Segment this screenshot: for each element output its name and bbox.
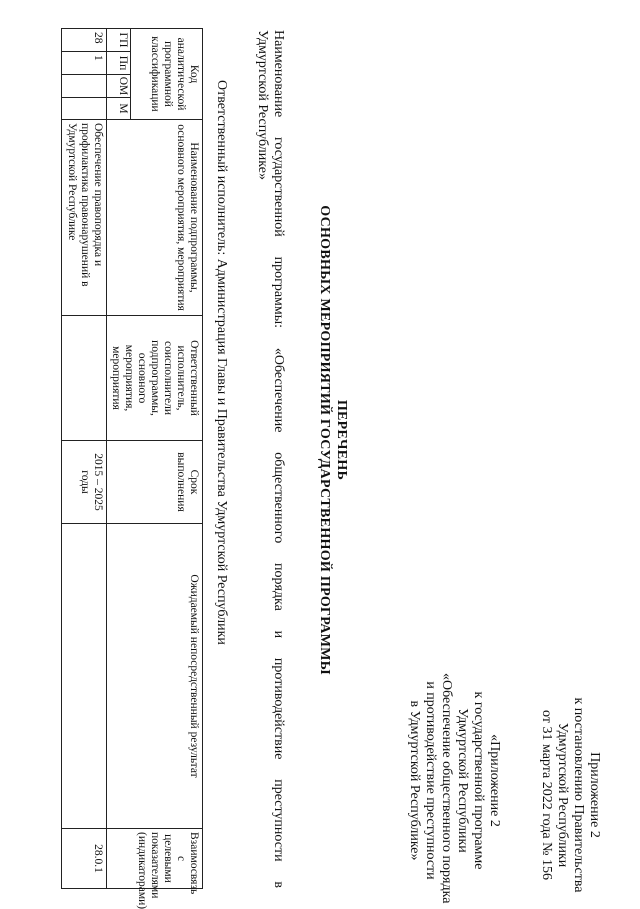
title-line-1: ПЕРЕЧЕНЬ bbox=[334, 399, 349, 481]
header-executor: Ответственный исполнитель, соисполнители подпрограммы, основного мероприятия, мероприятия bbox=[107, 316, 203, 441]
activities-table bbox=[61, 28, 203, 909]
cell-link: 28.0.1 bbox=[62, 829, 107, 889]
header-code: Код аналитической программной классификации bbox=[131, 29, 203, 120]
cell-om bbox=[62, 75, 107, 98]
header-result: Ожидаемый непосредственный результат bbox=[107, 524, 203, 829]
cell-m bbox=[62, 98, 107, 120]
appendix-header-line: к постановлению Правительства bbox=[571, 697, 586, 893]
cell-pp: 1 bbox=[62, 52, 107, 75]
appendix-header-line: от 31 марта 2022 года № 156 bbox=[539, 710, 554, 880]
appendix-header-line: Удмуртской Республики bbox=[555, 722, 570, 868]
header-term: Срок выполнения bbox=[107, 441, 203, 524]
responsible-executor: Ответственный исполнитель: Администрация Главы и Правительства Удмуртской Республики bbox=[214, 80, 229, 645]
table-header-row bbox=[131, 29, 203, 889]
program-appendix-line: к государственной программе bbox=[471, 691, 486, 870]
document-title bbox=[316, 140, 350, 740]
cell-term: 2015 – 2025 годы bbox=[62, 441, 107, 524]
program-appendix-line: Удмуртской Республики bbox=[455, 708, 470, 853]
program-name-line-1: Наименование государственной программы: «Обеспечение общественного порядка и противодействие преступности в bbox=[271, 30, 286, 888]
program-appendix-line: «Обеспечение общественного порядка bbox=[439, 673, 454, 904]
header-link: Взаимосвязь с целевыми показателями (индикаторами) bbox=[107, 829, 203, 889]
program-name-line-2: Удмуртской Республике» bbox=[255, 30, 270, 180]
header-m: М bbox=[107, 98, 131, 120]
header-om: ОМ bbox=[107, 75, 131, 98]
cell-name: Обеспечение правопорядка и профилактика правонарушений в Удмуртской Республике bbox=[62, 120, 107, 316]
program-appendix bbox=[406, 673, 502, 904]
table-row bbox=[62, 29, 107, 889]
appendix-header bbox=[538, 695, 602, 895]
program-name bbox=[254, 30, 286, 888]
cell-executor bbox=[62, 316, 107, 441]
header-pp: Пп bbox=[107, 52, 131, 75]
cell-gp: 28 bbox=[62, 29, 107, 52]
header-name: Наименование подпрограммы, основного мероприятия, мероприятия bbox=[107, 120, 203, 316]
cell-result bbox=[62, 524, 107, 829]
title-line-2: ОСНОВНЫХ МЕРОПРИЯТИЙ ГОСУДАРСТВЕННОЙ ПРОГРАММЫ bbox=[317, 205, 332, 675]
header-gp: ГП bbox=[107, 29, 131, 52]
program-appendix-line: «Приложение 2 bbox=[487, 734, 502, 827]
appendix-header-line: Приложение 2 bbox=[587, 752, 602, 838]
program-appendix-line: и противодействие преступности bbox=[423, 681, 438, 880]
program-appendix-line: в Удмуртской Республике» bbox=[407, 700, 422, 861]
